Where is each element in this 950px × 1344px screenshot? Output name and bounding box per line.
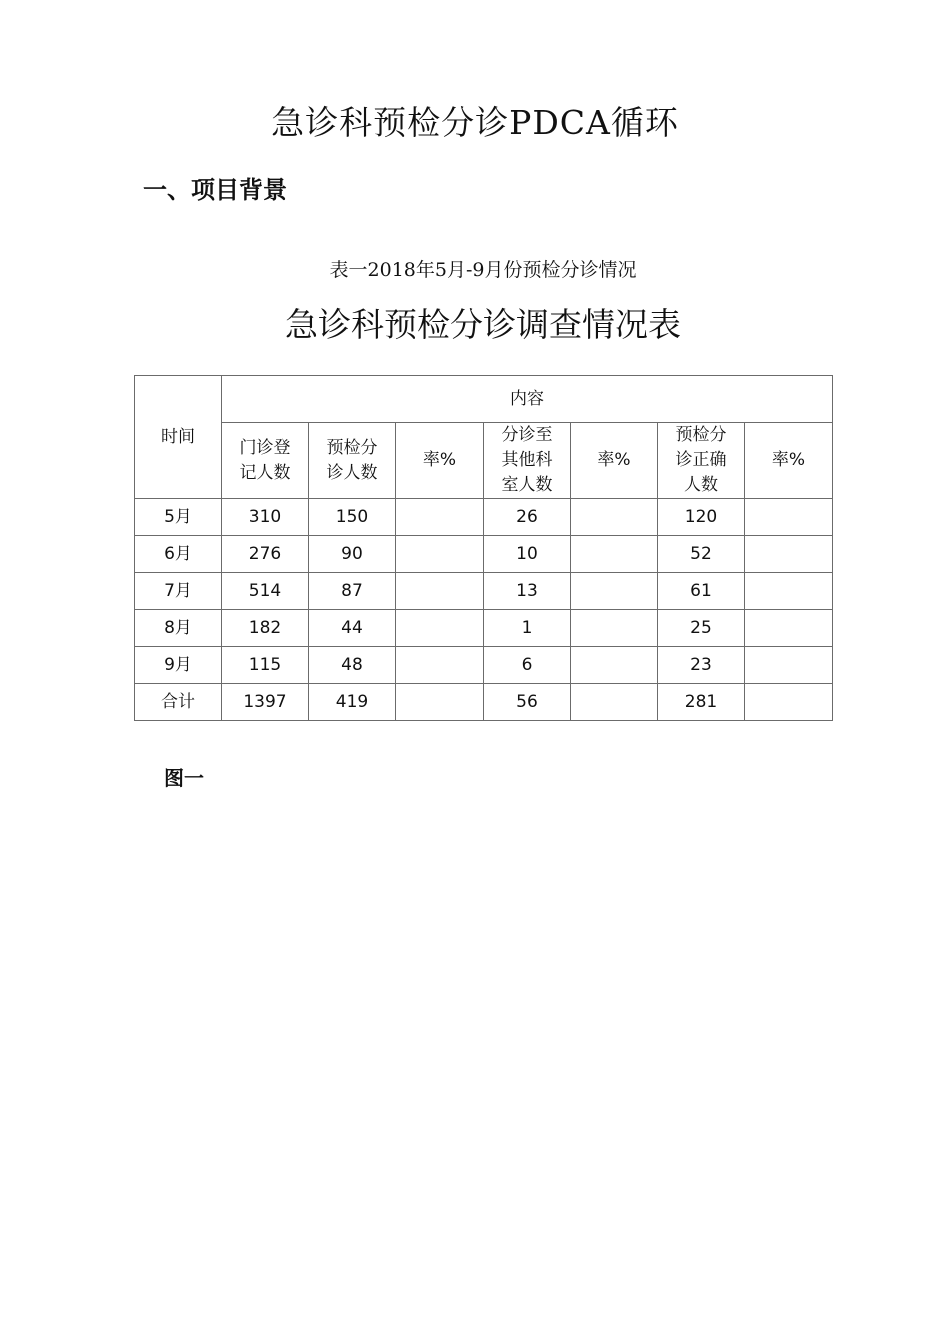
registered-cell: 1397 — [222, 684, 309, 721]
rate-cell — [745, 536, 833, 573]
referred-cell: 1 — [484, 610, 571, 647]
rate-cell — [571, 610, 658, 647]
table-row — [135, 499, 833, 536]
time-cell: 7月 — [135, 573, 222, 610]
column-header-triaged: 预检分 诊人数 — [309, 423, 396, 499]
registered-cell: 310 — [222, 499, 309, 536]
rate-cell — [396, 536, 484, 573]
document-title: 急诊科预检分诊PDCA循环 — [271, 103, 679, 142]
referred-cell: 13 — [484, 573, 571, 610]
table-body — [135, 376, 833, 721]
table-subheader-row — [135, 423, 833, 499]
rate-cell — [396, 573, 484, 610]
rate-cell — [396, 610, 484, 647]
rate-cell — [571, 499, 658, 536]
figure-label: 图一 — [164, 766, 204, 790]
triaged-cell: 87 — [309, 573, 396, 610]
column-header-rate-1: 率% — [396, 423, 484, 499]
table-row — [135, 573, 833, 610]
column-header-rate-3: 率% — [745, 423, 833, 499]
correct-cell: 281 — [658, 684, 745, 721]
referred-cell: 26 — [484, 499, 571, 536]
correct-cell: 52 — [658, 536, 745, 573]
rate-cell — [745, 610, 833, 647]
column-header-correct: 预检分 诊正确 人数 — [658, 423, 745, 499]
triaged-cell: 150 — [309, 499, 396, 536]
rate-cell — [745, 684, 833, 721]
table-header-row — [135, 376, 833, 423]
registered-cell: 514 — [222, 573, 309, 610]
table-caption: 表一2018年5月-9月份预检分诊情况 — [329, 259, 637, 281]
referred-cell: 56 — [484, 684, 571, 721]
content-header-cell: 内容 — [222, 376, 833, 423]
table-row — [135, 610, 833, 647]
triage-survey-table — [134, 375, 833, 721]
referred-cell: 10 — [484, 536, 571, 573]
correct-cell: 61 — [658, 573, 745, 610]
referred-cell: 6 — [484, 647, 571, 684]
table-row — [135, 647, 833, 684]
triaged-cell: 419 — [309, 684, 396, 721]
registered-cell: 182 — [222, 610, 309, 647]
rate-cell — [571, 573, 658, 610]
rate-cell — [571, 684, 658, 721]
rate-cell — [745, 573, 833, 610]
rate-cell — [396, 647, 484, 684]
correct-cell: 120 — [658, 499, 745, 536]
column-header-referred: 分诊至 其他科 室人数 — [484, 423, 571, 499]
rate-cell — [396, 684, 484, 721]
time-cell: 5月 — [135, 499, 222, 536]
correct-cell: 25 — [658, 610, 745, 647]
triaged-cell: 44 — [309, 610, 396, 647]
time-cell: 6月 — [135, 536, 222, 573]
table-title: 急诊科预检分诊调查情况表 — [285, 305, 681, 344]
triaged-cell: 48 — [309, 647, 396, 684]
time-cell: 8月 — [135, 610, 222, 647]
registered-cell: 276 — [222, 536, 309, 573]
triaged-cell: 90 — [309, 536, 396, 573]
table-row — [135, 536, 833, 573]
time-header-cell: 时间 — [135, 376, 222, 499]
rate-cell — [745, 499, 833, 536]
registered-cell: 115 — [222, 647, 309, 684]
time-cell: 合计 — [135, 684, 222, 721]
table-row — [135, 684, 833, 721]
correct-cell: 23 — [658, 647, 745, 684]
section-heading: 一、项目背景 — [143, 176, 287, 204]
column-header-registered: 门诊登 记人数 — [222, 423, 309, 499]
rate-cell — [745, 647, 833, 684]
rate-cell — [571, 647, 658, 684]
rate-cell — [571, 536, 658, 573]
column-header-rate-2: 率% — [571, 423, 658, 499]
time-cell: 9月 — [135, 647, 222, 684]
rate-cell — [396, 499, 484, 536]
